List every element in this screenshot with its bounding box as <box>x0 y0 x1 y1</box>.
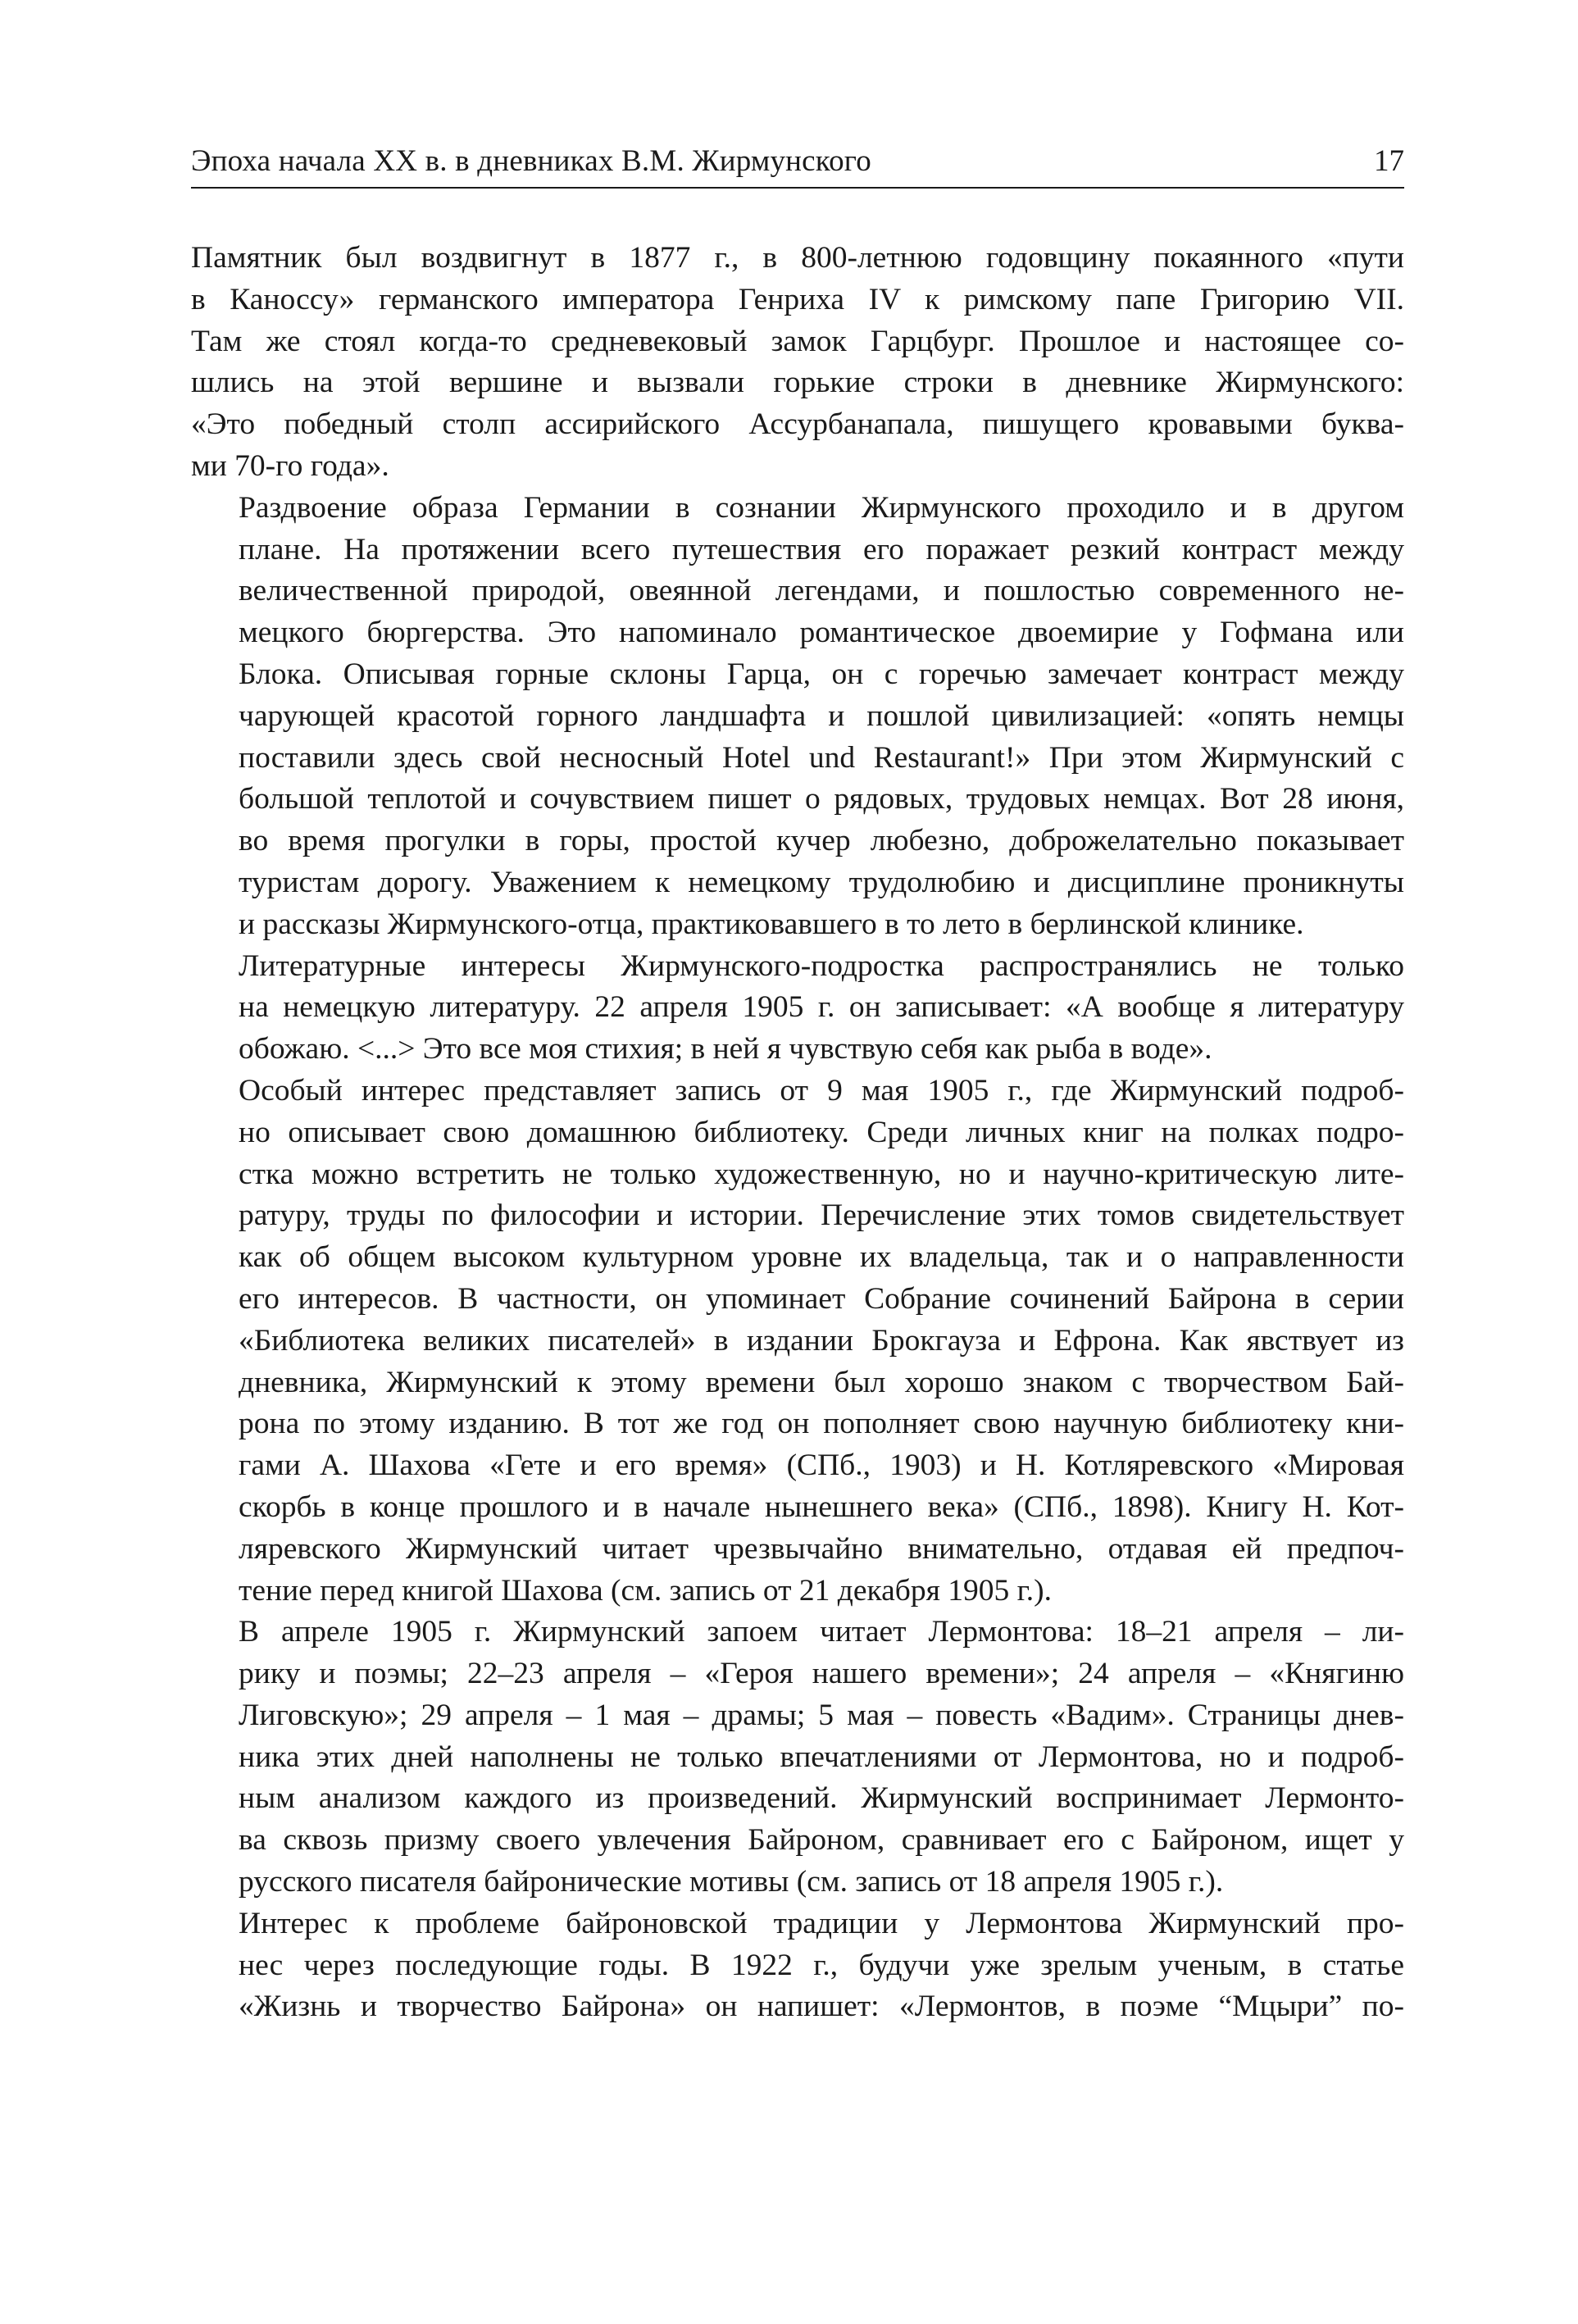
text-line: русского писателя байронические мотивы (см. запись от 18 апреля 1905 г.). <box>239 1865 1224 1899</box>
page-number: 17 <box>1374 144 1404 178</box>
text-line: Блока. Описывая горные склоны Гарца, он с горечью замечает контраст между <box>239 657 1404 691</box>
text-line: ным анализом каждого из произведений. Жирмунский воспринимает Лермонто- <box>239 1781 1404 1816</box>
text-line: большой теплотой и сочувствием пишет о рядовых, трудовых немцах. Вот 28 июня, <box>239 782 1404 816</box>
text-line: дневника, Жирмунский к этому времени был хорошо знаком с творчеством Бай- <box>239 1365 1404 1399</box>
text-line: «Библиотека великих писателей» в издании Брокгауза и Ефрона. Как явствует из <box>239 1323 1404 1358</box>
paragraph <box>191 1903 1404 2028</box>
paragraph <box>191 946 1404 1071</box>
text-line: Интерес к проблеме байроновской традиции у Лермонтова Жирмунский про- <box>239 1906 1404 1940</box>
text-line: и рассказы Жирмунского-отца, практиковавшего в то лето в берлинской клинике. <box>239 907 1304 941</box>
text-line: рику и поэмы; 22–23 апреля – «Героя нашего времени»; 24 апреля – «Княгиню <box>239 1657 1404 1691</box>
text-line: Там же стоял когда-то средневековый замок Гарцбург. Прошлое и настоящее со- <box>191 324 1404 358</box>
text-line: как об общем высоком культурном уровне их владельца, так и о направленности <box>239 1240 1404 1275</box>
text-line: В апреле 1905 г. Жирмунский запоем читает Лермонтова: 18–21 апреля – ли- <box>239 1615 1404 1649</box>
text-line: ника этих дней наполнены не только впечатлениями от Лермонтова, но и подроб- <box>239 1740 1404 1774</box>
text-line: его интересов. В частности, он упоминает Собрание сочинений Байрона в серии <box>239 1281 1404 1316</box>
text-line: чарующей красотой горного ландшафта и пошлой цивилизацией: «опять немцы <box>239 698 1404 733</box>
paragraph <box>191 1071 1404 1612</box>
text-line: шлись на этой вершине и вызвали горькие строки в дневнике Жирмунского: <box>191 366 1404 400</box>
running-title: Эпоха начала XX в. в дневниках В.М. Жирмунского <box>191 144 871 178</box>
text-line: величественной природой, овеянной легендами, и пошлостью современного не- <box>239 574 1404 608</box>
text-line: в Каноссу» германского императора Генриха IV к римскому папе Григорию VII. <box>191 282 1404 316</box>
text-line: рона по этому изданию. В тот же год он пополняет свою научную библиотеку кни- <box>239 1407 1404 1441</box>
text-line: гами А. Шахова «Гете и его время» (СПб., 1903) и Н. Котляревского «Мировая <box>239 1449 1404 1483</box>
text-line: скорбь в конце прошлого и в начале нынешнего века» (СПб., 1898). Книгу Н. Кот- <box>239 1489 1404 1524</box>
text-line: стка можно встретить не только художественную, но и научно-критическую лите- <box>239 1157 1404 1191</box>
text-line: ляревского Жирмунский читает чрезвычайно внимательно, отдавая ей предпоч- <box>239 1531 1404 1566</box>
text-line: Литературные интересы Жирмунского-подростка распространялись не только <box>239 948 1404 983</box>
body-text <box>191 238 1404 2028</box>
text-line: поставили здесь свой несносный Hotel und Restaurant!» При этом Жирмунский с <box>239 740 1404 775</box>
text-line: на немецкую литературу. 22 апреля 1905 г. он записывает: «А вообще я литературу <box>239 990 1404 1025</box>
text-line: Особый интерес представляет запись от 9 мая 1905 г., где Жирмунский подроб- <box>239 1073 1404 1107</box>
text-line: плане. На протяжении всего путешествия его поражает резкий контраст между <box>239 532 1404 566</box>
text-line: ми 70-го года». <box>191 448 389 483</box>
text-line: «Жизнь и творчество Байрона» он напишет: «Лермонтов, в поэме “Мцыри” по- <box>239 1990 1404 2024</box>
text-line: во время прогулки в горы, простой кучер любезно, доброжелательно показывает <box>239 824 1404 858</box>
page-header <box>191 139 1404 189</box>
paragraph <box>191 488 1404 946</box>
paragraph <box>191 1612 1404 1903</box>
text-line: Раздвоение образа Германии в сознании Жирмунского проходило и в другом <box>239 490 1404 525</box>
text-line: Лиговскую»; 29 апреля – 1 мая – драмы; 5 мая – повесть «Вадим». Страницы днев- <box>239 1698 1404 1732</box>
text-line: обожаю. <...> Это все моя стихия; в ней я чувствую себя как рыба в воде». <box>239 1032 1212 1066</box>
text-line: мецкого бюргерства. Это напоминало романтическое двоемирие у Гофмана или <box>239 616 1404 650</box>
text-line: ва сквозь призму своего увлечения Байроном, сравнивает его с Байроном, ищет у <box>239 1823 1404 1858</box>
paragraph <box>191 238 1404 488</box>
text-line: тение перед книгой Шахова (см. запись от 21 декабря 1905 г.). <box>239 1573 1052 1608</box>
text-line: Памятник был воздвигнут в 1877 г., в 800-летнюю годовщину покаянного «пути <box>191 241 1404 275</box>
text-line: ратуру, труды по философии и истории. Перечисление этих томов свидетельствует <box>239 1198 1404 1233</box>
text-line: туристам дорогу. Уважением к немецкому трудолюбию и дисциплине проникнуты <box>239 865 1404 899</box>
text-line: «Это победный столп ассирийского Ассурбанапала, пишущего кровавыми буква- <box>191 407 1404 442</box>
text-line: но описывает свою домашнюю библиотеку. Среди личных книг на полках подро- <box>239 1115 1404 1149</box>
text-line: нес через последующие годы. В 1922 г., будучи уже зрелым ученым, в статье <box>239 1948 1404 1982</box>
header-rule <box>191 187 1404 189</box>
